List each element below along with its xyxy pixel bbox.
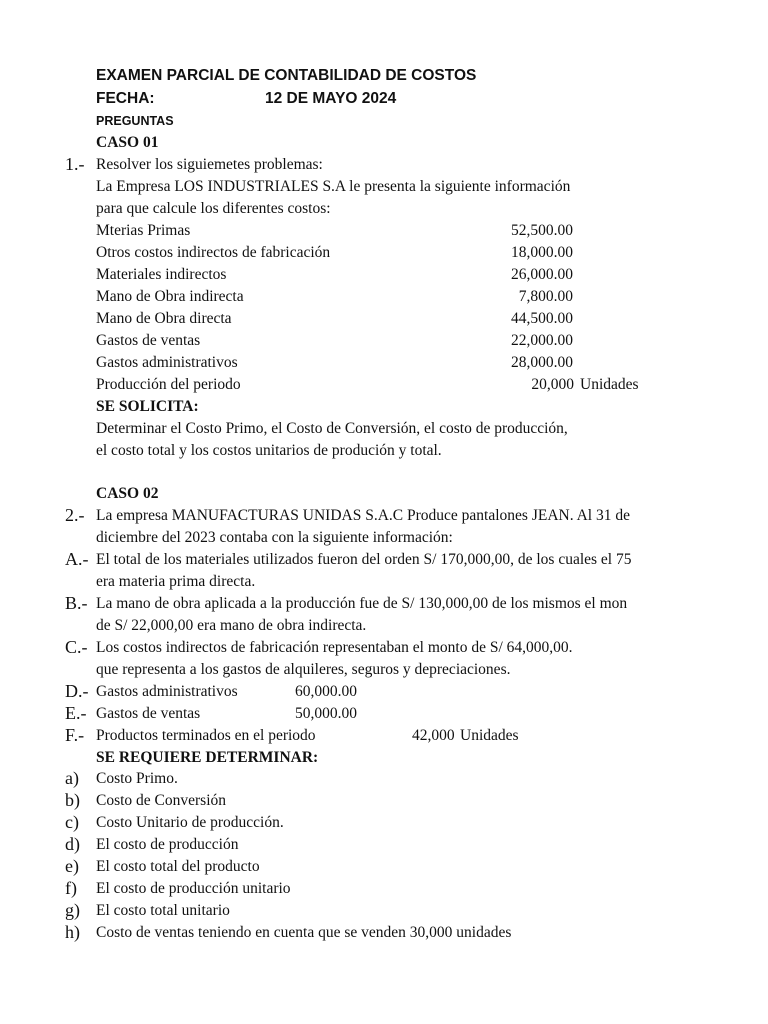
- cost-item-label: Mano de Obra indirecta: [96, 288, 244, 305]
- case-1-line: Resolver los siguiemetes problemas:: [96, 156, 323, 173]
- date-value: 12 DE MAYO 2024: [265, 90, 397, 107]
- requirement-marker: e): [65, 856, 79, 876]
- requirement-text: Costo de Conversión: [96, 792, 227, 809]
- requirement-marker: c): [65, 812, 79, 832]
- point-line: que representa a los gastos de alquileres, seguros y depreciaciones.: [96, 661, 511, 678]
- cost-item-value: 52,500.00: [511, 222, 573, 239]
- case-1-title: CASO 01: [96, 134, 159, 151]
- case-2-intro-line: La empresa MANUFACTURAS UNIDAS S.A.C Produce pantalones JEAN. Al 31 de: [96, 507, 630, 524]
- requirement-marker: h): [65, 922, 80, 942]
- requirement-text: El costo total del producto: [96, 858, 260, 875]
- admin-expenses-value: 60,000.00: [295, 683, 357, 700]
- cost-item-value: 18,000.00: [511, 244, 573, 261]
- finished-products-label: Productos terminados en el periodo: [96, 727, 316, 744]
- requirement-text: El costo total unitario: [96, 902, 230, 919]
- point-marker: D.-: [65, 681, 89, 701]
- case-2-intro-line: diciembre del 2023 contaba con la siguiente información:: [96, 529, 453, 546]
- admin-expenses-label: Gastos administrativos: [96, 683, 238, 700]
- requirement-text: Costo Primo.: [96, 770, 178, 787]
- cost-item-label: Mano de Obra directa: [96, 310, 232, 327]
- case-2-title: CASO 02: [96, 485, 159, 502]
- production-label: Producción del periodo: [96, 376, 241, 393]
- cost-item-value: 26,000.00: [511, 266, 573, 283]
- case-1-number: 1.-: [65, 154, 85, 174]
- point-line: Los costos indirectos de fabricación representaban el monto de S/ 64,000,00.: [96, 639, 573, 656]
- cost-item-value: 44,500.00: [511, 310, 573, 327]
- cost-item-value: 7,800.00: [518, 288, 573, 305]
- finished-products-value: 42,000: [412, 727, 455, 744]
- cost-item-label: Mterias Primas: [96, 222, 191, 239]
- finished-products-unit: Unidades: [460, 727, 519, 744]
- cost-item-value: 22,000.00: [511, 332, 573, 349]
- requirement-marker: a): [65, 768, 79, 788]
- sales-expenses-label: Gastos de ventas: [96, 705, 201, 722]
- case-1-request-line: Determinar el Costo Primo, el Costo de Conversión, el costo de producción,: [96, 420, 568, 437]
- exam-title: EXAMEN PARCIAL DE CONTABILIDAD DE COSTOS: [96, 67, 477, 84]
- point-marker: A.-: [65, 549, 89, 569]
- case-2-number: 2.-: [65, 505, 85, 525]
- cost-item-label: Materiales indirectos: [96, 266, 227, 283]
- case-2-requirements-title: SE REQUIERE DETERMINAR:: [96, 749, 319, 766]
- cost-item-value: 28,000.00: [511, 354, 573, 371]
- cost-item-label: Gastos administrativos: [96, 354, 238, 371]
- point-line: era materia prima directa.: [96, 573, 256, 590]
- point-line: La mano de obra aplicada a la producción fue de S/ 130,000,00 de los mismos el mon: [96, 595, 628, 612]
- production-unit: Unidades: [580, 376, 639, 393]
- requirement-marker: b): [65, 790, 80, 810]
- sales-expenses-value: 50,000.00: [295, 705, 357, 722]
- requirement-text: Costo Unitario de producción.: [96, 814, 284, 831]
- requirement-text: El costo de producción unitario: [96, 880, 291, 897]
- date-label: FECHA:: [96, 90, 155, 107]
- production-value: 20,000: [531, 376, 574, 393]
- case-1-line: para que calcule los diferentes costos:: [96, 200, 331, 217]
- requirement-marker: f): [65, 878, 77, 898]
- questions-label: PREGUNTAS: [96, 114, 174, 128]
- cost-item-label: Otros costos indirectos de fabricación: [96, 244, 331, 261]
- case-1-request-line: el costo total y los costos unitarios de produción y total.: [96, 442, 442, 459]
- requirement-text: Costo de ventas teniendo en cuenta que se venden 30,000 unidades: [96, 924, 512, 941]
- case-1-line: La Empresa LOS INDUSTRIALES S.A le presenta la siguiente información: [96, 178, 571, 195]
- requirement-text: El costo de producción: [96, 836, 239, 853]
- point-marker: B.-: [65, 593, 88, 613]
- point-marker: F.-: [65, 725, 85, 745]
- cost-item-label: Gastos de ventas: [96, 332, 201, 349]
- point-line: de S/ 22,000,00 era mano de obra indirecta.: [96, 617, 367, 634]
- point-line: El total de los materiales utilizados fueron del orden S/ 170,000,00, de los cuales el 75: [96, 551, 632, 568]
- requirement-marker: d): [65, 834, 80, 854]
- case-1-request-title: SE SOLICITA:: [96, 398, 199, 415]
- requirement-marker: g): [65, 900, 80, 920]
- point-marker: E.-: [65, 703, 87, 723]
- point-marker: C.-: [65, 637, 88, 657]
